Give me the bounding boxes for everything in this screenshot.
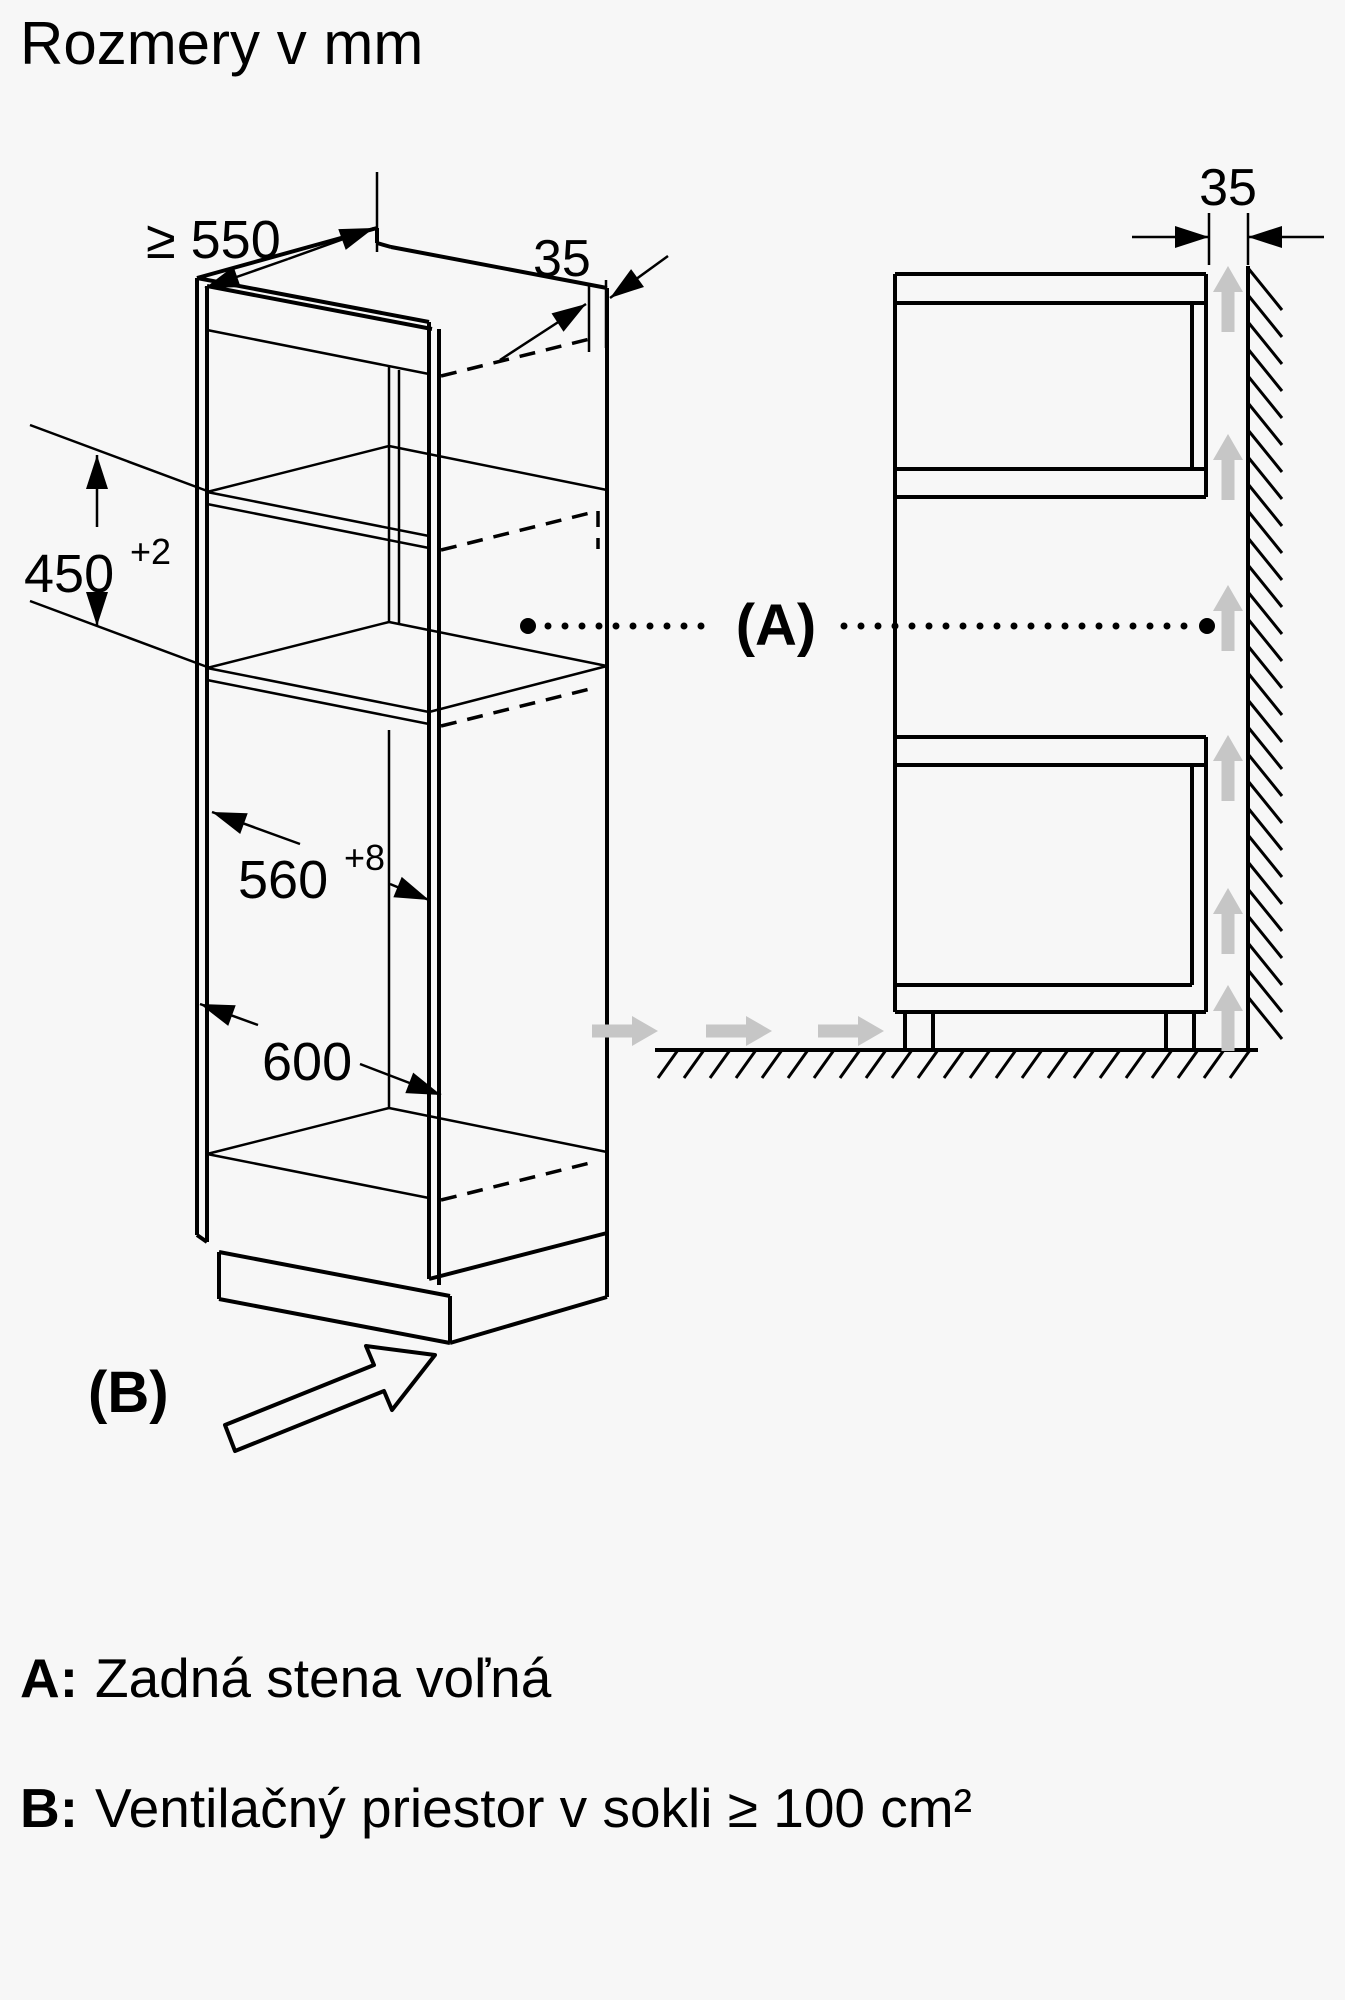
- legend-a-key: A:: [20, 1647, 79, 1709]
- label-a: (A): [735, 593, 817, 658]
- rear-wall-reference: [520, 593, 1215, 658]
- legend: [20, 1647, 972, 1839]
- airflow-up-arrow-icon: [1213, 888, 1243, 954]
- airflow-up-arrow-icon: [1213, 585, 1243, 651]
- floor-hatching: [658, 1050, 1250, 1078]
- wall-hatching: [1248, 268, 1282, 1039]
- depth-dimension-label: ≥ 550: [146, 210, 281, 270]
- dimension-cabinet-width: [200, 1004, 441, 1095]
- side-cabinet-outline: [895, 274, 1206, 1050]
- hidden-edges: [441, 337, 598, 1200]
- page-title: Rozmery v mm: [20, 10, 424, 77]
- dimension-rear-gap: [1132, 159, 1324, 265]
- airflow-up-arrow-icon: [1213, 985, 1243, 1051]
- dimension-arrow: [390, 884, 429, 900]
- airflow-up-arrow-icon: [1213, 434, 1243, 500]
- dimension-arrow: [610, 256, 668, 298]
- ventilation-direction-arrow-icon: [225, 1346, 435, 1451]
- airflow-up-arrow-icon: [1213, 735, 1243, 801]
- airflow-up-arrow-icon: [1213, 266, 1243, 332]
- dimension-depth: [146, 172, 377, 288]
- legend-a-text: Zadná stena voľná: [95, 1647, 552, 1709]
- airflow-right-arrow-icon: [706, 1016, 772, 1046]
- rear-gap-label: 35: [1199, 159, 1257, 217]
- airflow-right-arrow-icon: [818, 1016, 884, 1046]
- dimension-arrow: [212, 812, 300, 844]
- niche-width-tolerance: +8: [344, 837, 386, 878]
- airflow-right-arrow-icon: [592, 1016, 658, 1046]
- cabinet-outline: [197, 228, 607, 1343]
- extension-line: [589, 280, 606, 352]
- niche-height-label: 450: [24, 544, 115, 604]
- side-view: [592, 159, 1324, 1078]
- reference-dot: [520, 618, 536, 634]
- dimension-niche-height: [24, 425, 210, 668]
- reference-dot: [1199, 618, 1215, 634]
- niche-height-tolerance: +2: [130, 531, 172, 572]
- legend-b-text: Ventilačný priestor v sokli ≥ 100 cm²: [95, 1777, 972, 1839]
- niche-width-label: 560: [238, 850, 329, 910]
- legend-b-key: B:: [20, 1777, 79, 1839]
- dimension-arrow: [288, 228, 374, 259]
- dimension-arrow: [500, 304, 586, 360]
- label-b: (B): [88, 1360, 169, 1425]
- top-rear-offset-label: 35: [533, 230, 591, 288]
- isometric-view: [24, 172, 668, 1451]
- cabinet-width-label: 600: [262, 1032, 353, 1092]
- plinth-ventilation-callout: [88, 1346, 435, 1451]
- airflow-arrows: [592, 266, 1243, 1051]
- dimension-niche-width: [212, 812, 429, 910]
- extension-line: [1209, 213, 1248, 265]
